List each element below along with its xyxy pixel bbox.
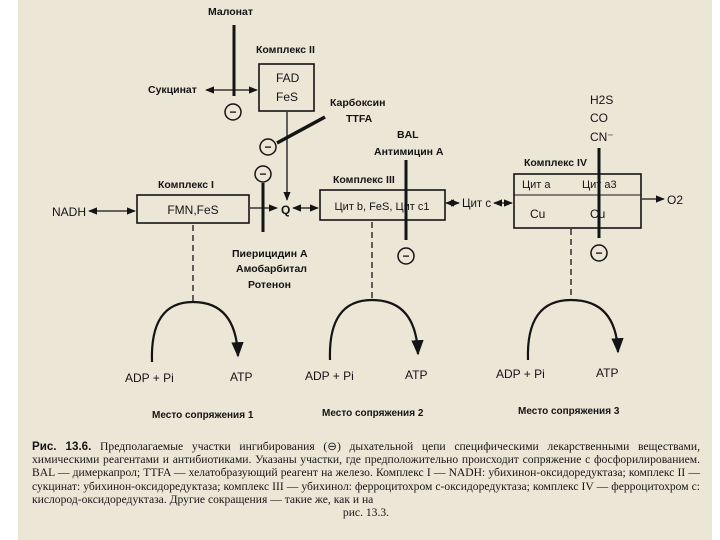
complex4-cu-right: Cu xyxy=(590,207,606,221)
coupling-3-atp: ATP xyxy=(596,366,619,380)
complex2-title: Комплекс II xyxy=(256,44,315,56)
figure-caption xyxy=(32,440,700,538)
ttfa-label: TTFA xyxy=(346,113,373,125)
coupling-3-adp: ADP + Pi xyxy=(496,367,545,381)
cn-label: CN⁻ xyxy=(590,130,614,144)
complex4-cyt-a: Цит a xyxy=(522,179,551,191)
o2-label: O2 xyxy=(667,193,684,207)
piericidin-label: Пиерицидин А xyxy=(232,248,308,260)
carboxin-bar xyxy=(277,117,325,143)
antimycin-label: Антимицин А xyxy=(374,146,444,158)
complex2-fad: FAD xyxy=(276,71,300,85)
coupling-3-label: Место сопряжения 3 xyxy=(518,406,620,417)
carboxin-inhibition-sign: − xyxy=(264,140,272,154)
coupling-1-atp: ATP xyxy=(230,370,253,384)
complex3-title: Комплекс III xyxy=(333,174,395,186)
coupling-1-label: Место сопряжения 1 xyxy=(152,410,254,421)
succinate-label: Сукцинат xyxy=(148,84,197,96)
complex1-title: Комплекс I xyxy=(158,179,214,191)
co-label: CO xyxy=(590,111,608,125)
rotenone-label: Ротенон xyxy=(248,279,291,291)
coupling-1-arc xyxy=(152,302,238,362)
complex2-fes: FeS xyxy=(276,90,299,104)
coupling-2-arc xyxy=(330,300,418,360)
complex4-title: Комплекс IV xyxy=(524,157,587,169)
complex4-cyt-a3: Цит a3 xyxy=(582,179,617,191)
figure-label: Рис. 13.6. xyxy=(32,440,92,453)
malonate-label: Малонат xyxy=(208,6,253,18)
h2s-label: H2S xyxy=(590,93,614,107)
carboxin-label: Карбоксин xyxy=(330,97,386,109)
cyanide-inhibition-sign: − xyxy=(595,246,603,260)
bal-label: BAL xyxy=(397,129,419,141)
complex4-cu-left: Cu xyxy=(530,207,546,221)
antimycin-inhibition-sign: − xyxy=(402,249,410,263)
coupling-2-atp: ATP xyxy=(405,368,428,382)
complex3-content: Цит b, FeS, Цит c1 xyxy=(334,201,430,213)
caption-text: Предполагаемые участки ингибирования (⊖) дыхательной цепи специфическими лекарственными веществами, химическими реагентами и антибиотиками. Указаны участки, где предположительно происходит сопряжение с фосфорилированием. BAL — димеркапрол; TTFA — хелатобразующий реагент на железо. Комплекс I — NADH: убихинон-оксидоредуктаза; комплекс II — сукцинат: убихинон-оксидоредуктаза; комплекс III — убихинол: ферроцитохром c-оксидоредуктаза; комплекс IV — ферроцитохром c: кислород-оксидоредуктаза. Другие сокращения — такие же, как и на xyxy=(32,440,700,506)
coupling-2-label: Место сопряжения 2 xyxy=(322,408,424,419)
rotenone-inhibition-sign: − xyxy=(259,167,267,181)
complex1-content: FMN,FeS xyxy=(167,203,219,217)
malonate-inhibition-sign: − xyxy=(229,105,237,119)
coupling-2-adp: ADP + Pi xyxy=(305,369,354,383)
q-label: Q xyxy=(281,203,291,217)
coupling-1-adp: ADP + Pi xyxy=(125,371,174,385)
coupling-3-arc xyxy=(528,300,618,360)
nadh-label: NADH xyxy=(52,205,87,219)
cytc-label: Цит c xyxy=(462,198,492,210)
amobarbital-label: Амобарбитал xyxy=(236,263,307,275)
caption-last-line: рис. 13.3. xyxy=(342,506,390,520)
